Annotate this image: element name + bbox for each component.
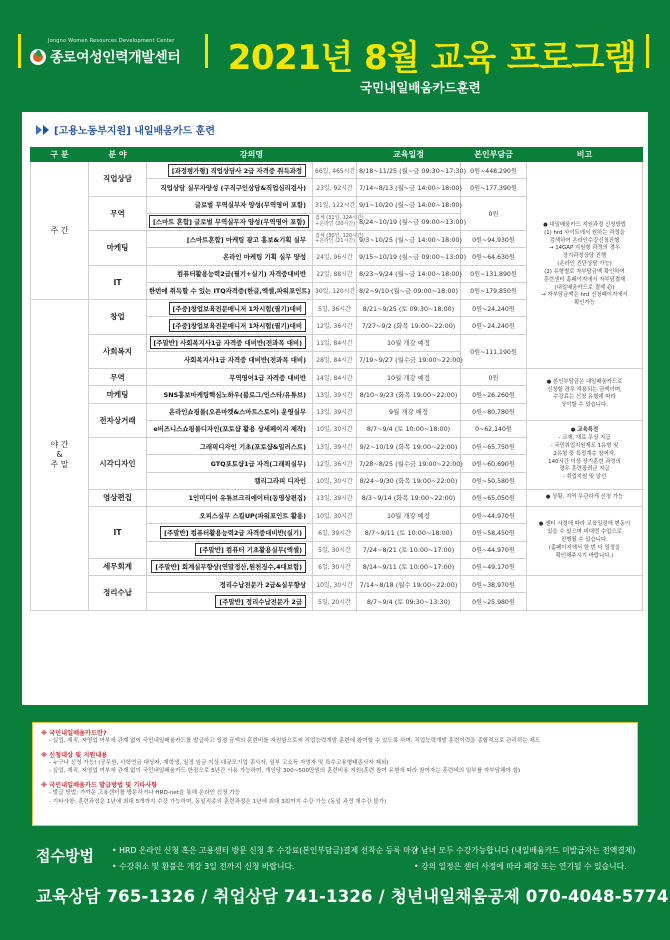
course-name[interactable]: [주말반] 컴퓨터활용능력2급 자격증대비반(실기)	[147, 524, 313, 541]
divider	[18, 34, 21, 68]
apply-item: • HRD 온라인 신청 혹은 고용센터 방문 신청 후 수강료(본인부담금)결제 선착순 등록 마감	[112, 846, 419, 855]
table-row	[31, 489, 643, 506]
logo-korean: 종로여성인력개발센터	[50, 50, 181, 66]
course-schedule: 8/14~9/11 (토 10:00~17:00)	[357, 558, 461, 575]
field-cell: 시각디자인	[89, 438, 147, 490]
course-schedule: 8/24~9/30 (화목 19:00~22:00)	[357, 472, 461, 489]
field-cell: 창업	[89, 300, 147, 335]
course-name[interactable]: 컴퓨터활용능력2급(필기+실기) 자격증대비반	[147, 265, 313, 282]
section-title-text: [고용노동부지원] 내일배움카드 훈련	[54, 126, 216, 137]
course-name[interactable]: [주중]창업보육전문매니저 1차시험(필기)대비	[147, 317, 313, 334]
course-cost: 0원~131,890원	[461, 265, 527, 282]
course-schedule: 7/14~8/18 (월수 19:00~22:00)	[357, 576, 461, 593]
apply-item: • 남녀 모두 수강가능합니다 (내일배움카드 미발급자는 전액결제)	[414, 846, 636, 855]
course-duration: 12일, 36시간	[313, 317, 357, 334]
course-duration: 23일, 92시간	[313, 179, 357, 196]
field-cell: IT	[89, 265, 147, 300]
course-schedule: 8/21~9/25 (토 09:30~18:00)	[357, 300, 461, 317]
remark-application: ● 내일배움카드 지원과정 신청방법 (1) hrd 사이트에서 원하는 과정을 검색하여 온라인수강신청진행 → 14GAP 지원형 과정의 경우 장기과정상담 진행 (온라인 진단상담 가능) (2) 유형별로 자부담금액 확인하여 훈련센터 홈페이지에서 자부담결제 (내일배움카드로 결제 必) → 자부담금액은 hrd 신청페이지에서 확인가능	[527, 162, 643, 369]
center-logo[interactable]	[30, 38, 180, 67]
note-line: - 실업, 재직, 자영업 여부에 관계 없이 국민내일배움카드를 발급하고 일정 금액의 훈련비를 지원함으로써 직업능력개발 훈련에 참여할 수 있도록 하며, 직업능력개발 훈련이력을 종합적으로 관리하는 제도	[49, 738, 541, 744]
contact-numbers[interactable]: 교육상담 765-1326 / 취업상담 741-1326 / 청년내일채움공제 070-4048-5774	[36, 887, 669, 906]
course-schedule: 8/18~11/25 (월~금 09:30~17:30)	[357, 162, 461, 179]
course-duration: 13일, 39시간	[313, 489, 357, 506]
course-schedule: 10월 개강 예정	[357, 507, 461, 524]
course-name[interactable]: 온라인쇼핑몰(오픈마켓&스마트스토어) 운영실무	[147, 403, 313, 420]
course-duration: 6일, 39시간	[313, 524, 357, 541]
course-duration: 5일, 36시간	[313, 300, 357, 317]
table-row	[31, 369, 643, 386]
remark-benefits: ● 교육특전 - 교재, 재료 무상 지급 - 국민취업지원제도 1유형 및 2유형 중 특정계층 참여자, 140시간 이상 장기훈련 과정의 경우 훈련장려금 지급 - 취업지원 및 알선	[527, 420, 643, 489]
course-cost: 0원~58,450원	[461, 524, 527, 541]
note-heading: ※ 국민내일배움카드란?	[41, 730, 107, 737]
course-cost: 0원	[461, 369, 527, 386]
course-schedule: 9/15~10/19 (월~금 09:00~13:00)	[357, 248, 461, 265]
course-duration: 14일, 84시간	[313, 369, 357, 386]
table-row	[31, 162, 643, 179]
course-duration: 집체 (31일, 124시간) +온라인 (20시간)	[313, 213, 357, 230]
table-row	[31, 576, 643, 593]
course-cost: 0원~50,580원	[461, 472, 527, 489]
course-schedule: 7/27~9/2 (화목 19:00~22:00)	[357, 317, 461, 334]
course-name[interactable]: [스마트혼합] 마케팅 광고 홍보&기획 실무	[147, 231, 313, 248]
course-duration: 13일, 39시간	[313, 438, 357, 455]
double-arrow-icon	[36, 125, 50, 135]
card-info-notes	[32, 722, 638, 826]
course-name[interactable]: 정리수납전문가 2급&실무향상	[147, 576, 313, 593]
section-title	[36, 122, 215, 137]
course-cost: 0원~65,050원	[461, 489, 527, 506]
course-duration: 11일, 84시간	[313, 334, 357, 351]
course-schedule: 8/10~9/23 (화목 19:00~22:00)	[357, 386, 461, 403]
course-schedule: 8/24~10/19 (월~금 09:00~13:00)	[357, 213, 461, 230]
course-schedule: 9/1~10/20 (월~금 14:00~18:00)	[357, 196, 461, 213]
course-duration: 22일, 88시간	[313, 265, 357, 282]
group-cell: 주 간	[31, 162, 89, 300]
course-name[interactable]: 직업상담 실무자양성 (구직구인상담&직업심리검사)	[147, 179, 313, 196]
course-schedule: 9월 개강 예정	[357, 403, 461, 420]
course-cost: 0원~60,690원	[461, 455, 527, 472]
apply-item: • 강의 일정은 센터 사정에 따라 폐강 또는 연기될 수 있습니다.	[414, 862, 627, 871]
course-cost: 0원~24,240원	[461, 300, 527, 317]
course-cost: 0원	[461, 196, 527, 231]
course-cost: 0원~24,240원	[461, 317, 527, 334]
col-header: 본인부담금	[461, 148, 527, 162]
col-header: 구 분	[31, 148, 89, 162]
course-name[interactable]: 그래픽디자인 기초(포토샵&일러스트)	[147, 438, 313, 455]
note-line: - 실업, 재직, 자영업 여부에 관계 없이 국민내일배움카드 한장으로 5년간 사용 가능하며, 개인당 300~500만원의 훈련비용 지원(훈련 참여 유형에 따라 참여자는 훈련비의 일부를 자부담해야 함)	[49, 768, 521, 775]
course-schedule: 8/7~9/4 (토 10:00~18:00)	[357, 420, 461, 437]
divider	[646, 34, 649, 68]
course-name[interactable]: [스마트 혼합] 글로벌 무역실무자 양성(무역영어 포함)	[147, 213, 313, 230]
course-cost: 0~62,140원	[461, 420, 527, 437]
remark-anyone: ● 상황, 지역 무관하게 신청 가능	[527, 489, 643, 506]
course-cost: 0원~38,970원	[461, 576, 527, 593]
course-schedule: 8/7~9/11 (토 10:00~18:00)	[357, 524, 461, 541]
course-duration: 10일, 30시간	[313, 576, 357, 593]
course-name[interactable]: 한번에 취득할 수 있는 ITQ자격증(한글,엑셀,파워포인트)	[147, 282, 313, 299]
course-duration: 12일, 36시간	[313, 455, 357, 472]
course-duration: 24일, 96시간	[313, 248, 357, 265]
field-cell: 무역	[89, 196, 147, 231]
course-schedule: 7/28~8/25 (월수금 19:00~22:00)	[357, 455, 461, 472]
course-schedule: 8/7~9/4 (토 09:30~13:30)	[357, 593, 461, 610]
course-cost: 0원~448,290원	[461, 162, 527, 179]
course-schedule: 9/3~10/25 (월~금 14:00~18:00)	[357, 231, 461, 248]
field-cell: 사회복지	[89, 334, 147, 369]
course-name[interactable]: [주말반] 사회복지사1급 자격증 대비반(전과목 대비)	[147, 334, 313, 351]
course-name[interactable]: 1인미디어 유튜브크리에이터(동영상편집)	[147, 489, 313, 506]
course-name[interactable]: 오피스실무 스킬UP(파워포인트 활용)	[147, 507, 313, 524]
program-table	[30, 147, 643, 611]
course-cost: 0원~44,970원	[461, 541, 527, 558]
field-cell: 세무회계	[89, 558, 147, 575]
field-cell: 정리수납	[89, 576, 147, 611]
course-cost: 0원~26,260원	[461, 386, 527, 403]
course-name[interactable]: SNS홍보마케팅핵심노하우(블로그/인스타/유튜브)	[147, 386, 313, 403]
course-name[interactable]: 사회복지사1급 자격증 대비반(전과목 대비)	[147, 351, 313, 368]
note-line: - 기타사항: 훈련과정은 1년에 최대 5개까지 수강 가능하며, 동일직종의 훈련과정은 1년에 최대 3회까지 수강 가능 (동일 과정 재수강 불가)	[49, 798, 387, 805]
course-name[interactable]: [과정평가형] 직업상담사 2급 자격증 취득과정	[147, 162, 313, 179]
col-header: 비고	[527, 148, 643, 162]
course-duration: 10일, 30시간	[313, 420, 357, 437]
col-header: 교육일정	[357, 148, 461, 162]
table-row	[31, 507, 643, 524]
course-cost: 0원~49,170원	[461, 558, 527, 575]
course-cost: 0원~179,850원	[461, 282, 527, 299]
course-schedule: 7/24~8/21 (토 10:00~17:00)	[357, 541, 461, 558]
apply-title: 접수방법	[36, 847, 94, 865]
course-cost: 0원~64,630원	[461, 248, 527, 265]
remark-cost-note: ● 본인부담금은 내일배움카드로 신청할 경우 적용되는 금액이며, 수강료는 신청 유형에 따라 상이할 수 있습니다.	[527, 369, 643, 421]
course-cost: 0원~25,980원	[461, 593, 527, 610]
course-duration: 28일, 84시간	[313, 351, 357, 368]
course-cost: 0원~65,750원	[461, 438, 527, 455]
note-heading: ※ 신청대상 및 지원내용	[41, 751, 108, 759]
course-duration: 5일, 20시간	[313, 593, 357, 610]
program-panel	[22, 112, 648, 705]
course-duration: 66일, 465시간	[313, 162, 357, 179]
course-cost: 0원~94,930원	[461, 231, 527, 248]
course-schedule: 7/19~9/27 (월수금 19:00~22:00)	[357, 351, 461, 368]
course-schedule: 8/3~9/14 (화목 19:00~22:00)	[357, 489, 461, 506]
col-header: 강의명	[147, 148, 357, 162]
course-duration: 13일, 39시간	[313, 386, 357, 403]
note-line: - 누구나 신청 가능! (공무원, 사학연금 대상자, 재학생, 일정 임금 이상 대규모기업 종사자, 일부 고소득 자영자 및 특수고용형태종사자 제외)	[49, 759, 389, 766]
remark-schedule-change: ● 센터 사정에 따라 교육일정에 변동이 있을 수 있으며 비대면 수업으로 진행될 수 있습니다. (홈페이지에서 한 번 더 일정을 확인해주시기 바랍니다.)	[527, 507, 643, 576]
course-name[interactable]: [주말반] 정리수납전문가 2급	[147, 593, 313, 610]
field-cell: 마케팅	[89, 231, 147, 266]
field-cell: 직업상담	[89, 162, 147, 197]
field-cell: 전자상거래	[89, 403, 147, 438]
course-schedule: 8/23~9/24 (월~금 14:00~18:00)	[357, 265, 461, 282]
course-duration: 31일, 122시간	[313, 196, 357, 213]
logo-mark-icon	[30, 49, 46, 65]
header	[0, 0, 670, 110]
page-title: 2021년 8월 교육 프로그램	[227, 38, 637, 78]
course-duration: 13일, 39시간	[313, 403, 357, 420]
logo-english: Jongno Women Resources Development Center	[48, 38, 175, 44]
course-schedule: 9/2~10/19 (화목 19:00~22:00)	[357, 438, 461, 455]
course-name[interactable]: 무역영어1급 자격증 대비반	[147, 369, 313, 386]
course-duration: 5일, 30시간	[313, 541, 357, 558]
note-heading: ※ 국민내일배움카드 발급방법 및 기타사항	[41, 781, 158, 789]
course-name[interactable]: [주중]창업보육전문매니저 1차시험(필기)대비	[147, 300, 313, 317]
apply-item: • 수강취소 및 환불은 개강 3일 전까지 신청 바랍니다.	[112, 862, 295, 871]
course-schedule: 7/14~8/13 (월~금 14:00~18:00)	[357, 179, 461, 196]
field-cell: 영상편집	[89, 489, 147, 506]
course-duration: 집체 (30일, 120시간) +온라인 (21시간)	[313, 231, 357, 248]
course-name[interactable]: [주말반] 회계실무향상(연말정산,원천징수,4대보험)	[147, 558, 313, 575]
col-header: 분 야	[89, 148, 147, 162]
course-duration: 10일, 30시간	[313, 507, 357, 524]
divider	[205, 34, 208, 68]
course-duration: 30일, 120시간	[313, 282, 357, 299]
course-schedule: 10월 개강 예정	[357, 334, 461, 351]
remark-empty	[527, 576, 643, 611]
group-cell: 야 간 & 주 말	[31, 300, 89, 611]
course-name[interactable]: [주말반] 컴퓨터 기초활용실무(엑셀)	[147, 541, 313, 558]
field-cell: 마케팅	[89, 386, 147, 403]
course-duration: 6일, 30시간	[313, 558, 357, 575]
course-cost: 0원~80,780원	[461, 403, 527, 420]
course-cost: 0원~177,390원	[461, 179, 527, 196]
course-name[interactable]: 글로벌 무역실무자 양성(무역영어 포함)	[147, 196, 313, 213]
field-cell: IT	[89, 507, 147, 559]
course-duration: 10일, 30시간	[313, 472, 357, 489]
course-name[interactable]: 캘리그라피 디자인	[147, 472, 313, 489]
course-schedule: 8/2~9/10 (월~금 09:00~18:00)	[357, 282, 461, 299]
table-header-row	[31, 148, 643, 162]
course-schedule: 10월 개강 예정	[357, 369, 461, 386]
course-name[interactable]: GTQ포토샵1급 자격(그래픽실무)	[147, 455, 313, 472]
field-cell: 무역	[89, 369, 147, 386]
course-name[interactable]: 온라인 마케팅 기획 실무 양성	[147, 248, 313, 265]
course-cost: 0원~44,970원	[461, 507, 527, 524]
note-line: - 발급 방법: 가까운 고용센터를 방문하거나 HRD-net을 통해 온라인 신청 가능	[49, 789, 241, 796]
page-subtitle: 국민내일배움카드훈련	[360, 80, 481, 95]
course-name[interactable]: e비즈니스쇼핑몰디자인(포토샵 활용 상세페이지 제작)	[147, 420, 313, 437]
course-cost: 0원~111,190원	[461, 334, 527, 369]
